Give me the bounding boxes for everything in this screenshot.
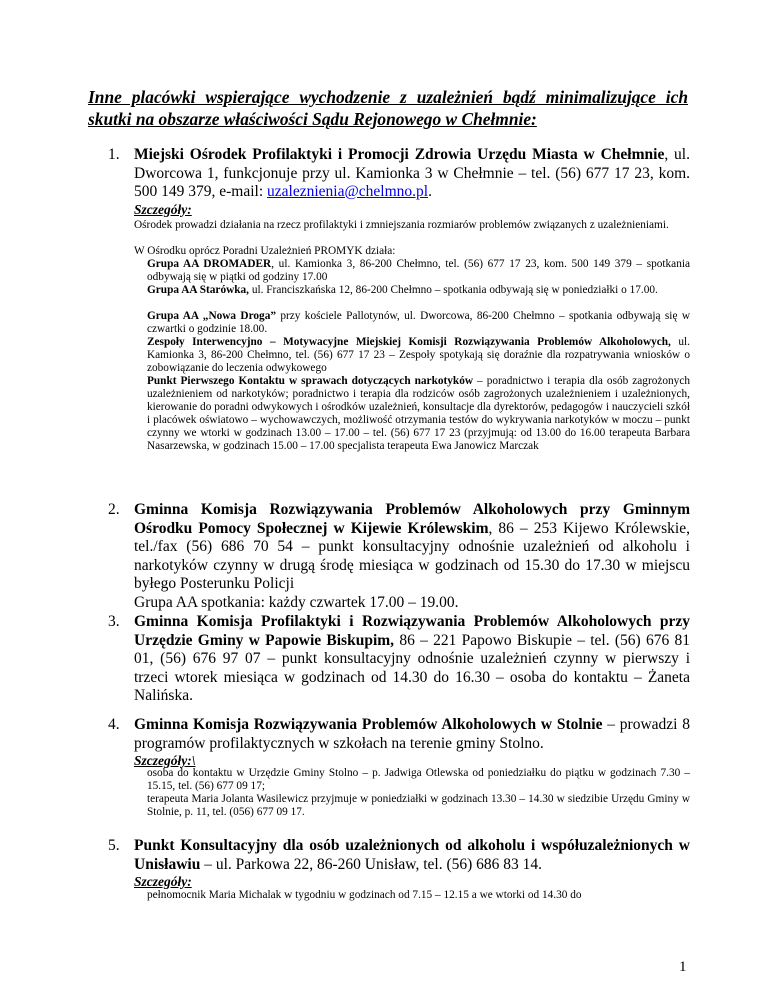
item-4-heading: Gminna Komisja Rozwiązywania Problemów Alkoholowych w Stolnie – prowadzi 8 programów profilaktycznych w szkołach na terenie gminy Stolno. Szczegóły:\ bbox=[134, 716, 690, 768]
email-link[interactable]: uzaleznienia@chelmno.pl bbox=[267, 183, 429, 200]
item-5-heading: Punkt Konsultacyjny dla osób uzależnionych od alkoholu i współuzależnionych w Unisławiu – ul. Parkowa 22, 86-260 Unisław, tel. (56) 686 83 14. Szczegóły: bbox=[134, 837, 690, 889]
list-item: Grupa AA „Nowa Droga” przy kościele Pallotynów, ul. Dworcowa, 86-200 Chełmno – spotkania odbywają się w czwartki o godzinie 18.00. bbox=[147, 310, 690, 335]
item-number: 1. bbox=[108, 146, 120, 163]
item-number: 3. bbox=[108, 613, 120, 630]
item-1-intro: Ośrodek prowadzi działania na rzecz profilaktyki i zmniejszania rozmiarów problemów związanych z uzależnieniami. bbox=[134, 219, 669, 231]
item-1-intro2: W Ośrodku oprócz Poradni Uzależnień PROMYK działa: bbox=[134, 245, 396, 257]
item-2-name: Gminna Komisja Rozwiązywania Problemów Alkoholowych przy Gminnym Ośrodku Pomocy Społecznej w Kijewie Królewskim bbox=[134, 501, 690, 537]
list-item: Grupa AA DROMADER, ul. Kamionka 3, 86-200 Chełmno, tel. (56) 677 17 23, kom. 500 149 379 – spotkania odbywają się w piątki od godziny 17.00 bbox=[147, 258, 690, 283]
details-label: Szczegóły: bbox=[134, 201, 192, 217]
list-item: Zespoły Interwencyjno – Motywacyjne Miejskiej Komisji Rozwiązywania Problemów Alkoholowych, ul. Kamionka 3, 86-200 Chełmno, tel. (56) 677 17 23 – Zespoły spotykają się doraźnie dla rozpatrywania wniosków o zobowiązanie do leczenia odwykowego bbox=[147, 336, 690, 374]
item-2-heading: Gminna Komisja Rozwiązywania Problemów Alkoholowych przy Gminnym Ośrodku Pomocy Społecznej w Kijewie Królewskim, 86 – 253 Kijewo Królewskie, tel./fax (56) 686 70 54 – punkt konsultacyjny odnośnie uzależnień od alkoholu i narkotyków czynny w drugą środę miesiąca w godzinach od 15.30 do 17.30 w miejscu byłego Posterunku Policji Grupa AA spotkania: każdy czwartek 17.00 – 19.00. bbox=[134, 501, 690, 611]
page-title: Inne placówki wspierające wychodzenie z uzależnień bądź minimalizujące ich skutki na obszarze właściwości Sądu Rejonowego w Chełmnie: bbox=[88, 87, 688, 129]
item-number: 4. bbox=[108, 716, 120, 733]
list-item: osoba do kontaktu w Urzędzie Gminy Stolno – p. Jadwiga Otlewska od poniedziałku do piątku w godzinach 7.30 – 15.15, tel. (56) 677 09 17; bbox=[147, 767, 690, 792]
details-label: Szczegóły:\ bbox=[134, 753, 196, 768]
item-3-heading: Gminna Komisja Profilaktyki i Rozwiązywania Problemów Alkoholowych przy Urzędzie Gminy w Papowie Biskupim, 86 – 221 Papowo Biskupie – tel. (56) 676 81 01, (56) 676 97 07 – punkt konsultacyjny odnośnie uzależnień czynny w pierwszy i trzeci wtorek miesiąca w godzinach od 14.30 do 16.30 – osoba do kontaktu – Żaneta Nalińska. bbox=[134, 613, 690, 704]
list-item: Punkt Pierwszego Kontaktu w sprawach dotyczących narkotyków – poradnictwo i terapia dla osób zagrożonych uzależnieniem od narkotyków; poradnictwo i terapia dla rodziców osób zagrożonych uzależnieniem i uzależnionych, kierowanie do poradni odwykowych i ośrodków uzależnień, konsultacje dla dyrektorów, pedagogów i nauczycieli szkół i placówek oświatowo – wychowawczych, możliwość otrzymania testów do wykrywania narkotyków w moczu – punkt czynny we wtorki w godzinach 13.00 – 17.00 – tel. (56) 677 17 23 (przyjmują: od 13.00 do 16.00 terapeuta Barbara Nasarzewska, w godzinach 15.00 – 17.00 specjalista terapeuta Ewa Janowicz Marczak bbox=[147, 375, 690, 452]
item-number: 2. bbox=[108, 501, 120, 518]
item-5-name: Punkt Konsultacyjny dla osób uzależnionych od alkoholu i współuzależnionych w Unisławiu bbox=[134, 837, 690, 873]
item-3-name: Gminna Komisja Profilaktyki i Rozwiązywania Problemów Alkoholowych przy Urzędzie Gminy w Papowie Biskupim, bbox=[134, 613, 690, 649]
list-item: terapeuta Maria Jolanta Wasilewicz przyjmuje w poniedziałki w godzinach 13.30 – 14.30 w siedzibie Urzędu Gminy w Stolnie, p. 11, tel. (056) 677 09 17. bbox=[147, 793, 690, 818]
item-2-extra: Grupa AA spotkania: każdy czwartek 17.00 – 19.00. bbox=[134, 593, 459, 611]
list-item: Grupa AA Starówka, ul. Franciszkańska 12, 86-200 Chełmno – spotkania odbywają się w poniedziałki o 17.00. bbox=[147, 284, 658, 296]
item-number: 5. bbox=[108, 837, 120, 854]
item-1-heading: Miejski Ośrodek Profilaktyki i Promocji Zdrowia Urzędu Miasta w Chełmnie, ul. Dworcowa 1, funkcjonuje przy ul. Kamionka 3 w Chełmnie – tel. (56) 677 17 23, kom. 500 149 379, e-mail: uzaleznienia@chelmno.pl. Szczegóły: bbox=[134, 146, 690, 217]
item-1-text: , ul. Dworcowa 1, funkcjonuje przy ul. Kamionka 3 w Chełmnie – tel. (56) 677 17 23, kom. 500 149 379, e-mail: bbox=[134, 146, 690, 200]
list-item: pełnomocnik Maria Michalak w tygodniu w godzinach od 7.15 – 12.15 a we wtorki od 14.30 do bbox=[147, 889, 582, 901]
details-label: Szczegóły: bbox=[134, 874, 192, 889]
item-1-name: Miejski Ośrodek Profilaktyki i Promocji Zdrowia Urzędu Miasta w Chełmnie bbox=[134, 146, 665, 163]
page-number: 1 bbox=[679, 959, 687, 975]
item-4-name: Gminna Komisja Rozwiązywania Problemów Alkoholowych w Stolnie bbox=[134, 716, 603, 733]
